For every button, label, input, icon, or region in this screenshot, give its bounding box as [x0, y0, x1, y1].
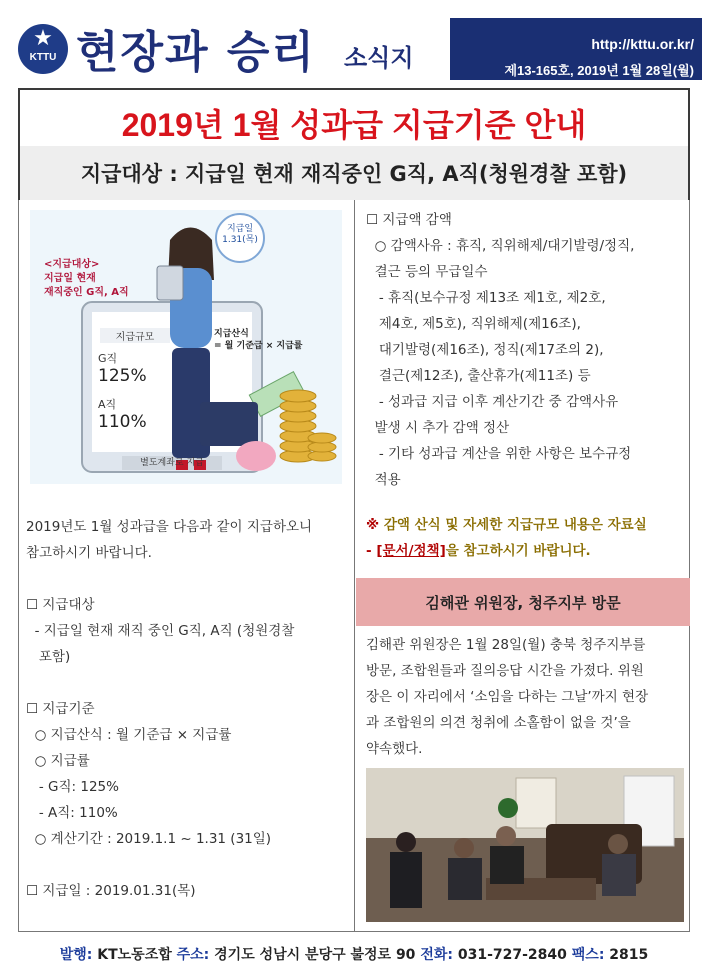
illus-target-caption: <지급대상>	[44, 259, 100, 270]
logo-text: KTTU	[29, 52, 57, 63]
text-line: - G직: 125%	[26, 779, 119, 795]
illus-g-label: G직	[98, 352, 118, 365]
note-suffix: 을 참고하시기 바랍니다.	[445, 543, 591, 559]
star-icon: ★	[33, 26, 53, 51]
footer	[14, 944, 694, 964]
illus-a-label: A직	[98, 398, 117, 411]
news-body	[366, 632, 686, 762]
text-line: ○ 지급률	[26, 753, 90, 769]
wallet-icon	[200, 402, 258, 446]
meeting-photo	[366, 768, 684, 922]
text-line: 약속했다.	[366, 741, 423, 757]
text-line: 포함)	[26, 649, 71, 665]
column-divider	[354, 200, 355, 932]
news-banner	[356, 578, 690, 626]
site-url[interactable]: http://kttu.or.kr/	[591, 36, 694, 52]
masthead-title: 현장과 승리	[76, 27, 316, 78]
illus-bottom-caption: 별도계좌로 지급	[140, 458, 204, 468]
text-line: ○ 감액사유 : 휴직, 직위해제/대기발령/정직,	[366, 238, 635, 254]
illus-g-value: 125%	[98, 366, 147, 386]
fax-label: 팩스:	[571, 947, 605, 963]
text-line: 장은 이 자리에서 ‘소임을 다하는 그날’까지 현장	[366, 689, 649, 705]
newsletter-header	[14, 10, 694, 78]
left-column-text	[26, 514, 346, 904]
text-line	[26, 566, 346, 592]
kttu-logo	[18, 24, 68, 74]
section-heading: ☐ 지급일 : 2019.01.31(목)	[26, 883, 196, 899]
right-column-text	[366, 207, 684, 493]
illus-bubble-line2: 1.31(목)	[222, 235, 258, 245]
issue-info-box	[450, 18, 702, 80]
illus-formula-box	[214, 328, 302, 352]
text-line: - 기타 성과급 계산을 위한 사항은 보수규정	[366, 446, 632, 462]
address: 경기도 성남시 분당구 불정로 90	[214, 947, 416, 963]
text-line: 방문, 조합원들과 질의응답 시간을 가졌다. 위원	[366, 663, 644, 679]
text-line	[26, 852, 346, 878]
note-line1: 감액 산식 및 자세한 지급규모 내용은 자료실	[383, 517, 647, 533]
illus-a-value: 110%	[98, 412, 147, 432]
text-line	[26, 670, 346, 696]
coin-stack-icon	[280, 390, 336, 462]
illus-date-bubble	[220, 224, 260, 246]
text-line: - 지급일 현재 재직 중인 G직, A직 (청원경찰	[26, 623, 295, 639]
page-subtitle: 지급대상 : 지급일 현재 재직중인 G직, A직(청원경찰 포함)	[80, 162, 628, 186]
text-line: ○ 계산기간 : 2019.1.1 ~ 1.31 (31일)	[26, 831, 272, 847]
text-line: - 성과급 지급 이후 계산기간 중 감액사유	[366, 394, 619, 410]
illus-target-line2: 재직중인 G직, A직	[44, 287, 129, 298]
illus-bubble-line1: 지급일	[226, 224, 254, 234]
text-line: - 휴직(보수규정 제13조 제1호, 제2호,	[366, 290, 606, 306]
masthead-subtitle: 소식지	[344, 44, 414, 72]
note-prefix: -	[366, 543, 377, 559]
section-heading: ☐ 지급액 감액	[366, 212, 452, 228]
reference-note	[366, 512, 686, 564]
text-line: - A직: 110%	[26, 805, 118, 821]
illus-formula-title: 지급산식	[214, 329, 249, 339]
subtitle-band	[20, 146, 688, 200]
text-line: ○ 지급산식 : 월 기준급 × 지급률	[26, 727, 232, 743]
text-line: 제4호, 제5호), 직위해제(제16조),	[366, 316, 581, 332]
publisher: KT노동조합	[97, 947, 172, 963]
section-heading: ☐ 지급기준	[26, 701, 95, 717]
publisher-label: 발행:	[59, 947, 93, 963]
text-line: 참고하시기 바랍니다.	[26, 545, 152, 561]
address-label: 주소:	[176, 947, 210, 963]
piggy-bank-icon	[236, 441, 276, 471]
document-policy-link[interactable]: [문서/정책]	[376, 543, 446, 559]
phone: 031-727-2840	[457, 947, 567, 963]
text-line: 대기발령(제16조), 정직(제17조의 2),	[366, 342, 604, 358]
illus-target-box	[44, 258, 129, 300]
text-line: 2019년도 1월 성과급을 다음과 같이 지급하오니	[26, 519, 313, 535]
meeting-photo-svg	[366, 768, 684, 922]
fax: 2815	[609, 947, 649, 963]
page-title: 2019년 1월 성과급 지급기준 안내	[121, 107, 587, 143]
issue-number-date: 제13-165호, 2019년 1월 28일(월)	[504, 63, 694, 78]
text-line: 과 조합원의 의견 청취에 소홀함이 없을 것’을	[366, 715, 631, 731]
illus-target-line1: 지급일 현재	[44, 273, 96, 284]
note-mark: ※	[366, 517, 380, 533]
bonus-illustration	[30, 210, 342, 484]
text-line: 발생 시 추가 감액 정산	[366, 420, 510, 436]
phone-in-hand	[157, 266, 183, 300]
illus-scale-title: 지급규모	[100, 328, 170, 343]
phone-label: 전화:	[420, 947, 453, 963]
text-line: 적용	[366, 472, 401, 488]
text-line: 결근(제12조), 출산휴가(제11조) 등	[366, 368, 591, 384]
news-headline: 김해관 위원장, 청주지부 방문	[425, 594, 621, 612]
title-frame	[18, 88, 690, 200]
illus-formula: = 월 기준급 × 지급률	[214, 341, 303, 351]
text-line: 김해관 위원장은 1월 28일(월) 충북 청주지부를	[366, 637, 646, 653]
section-heading: ☐ 지급대상	[26, 597, 95, 613]
text-line: 결근 등의 무급일수	[366, 264, 488, 280]
